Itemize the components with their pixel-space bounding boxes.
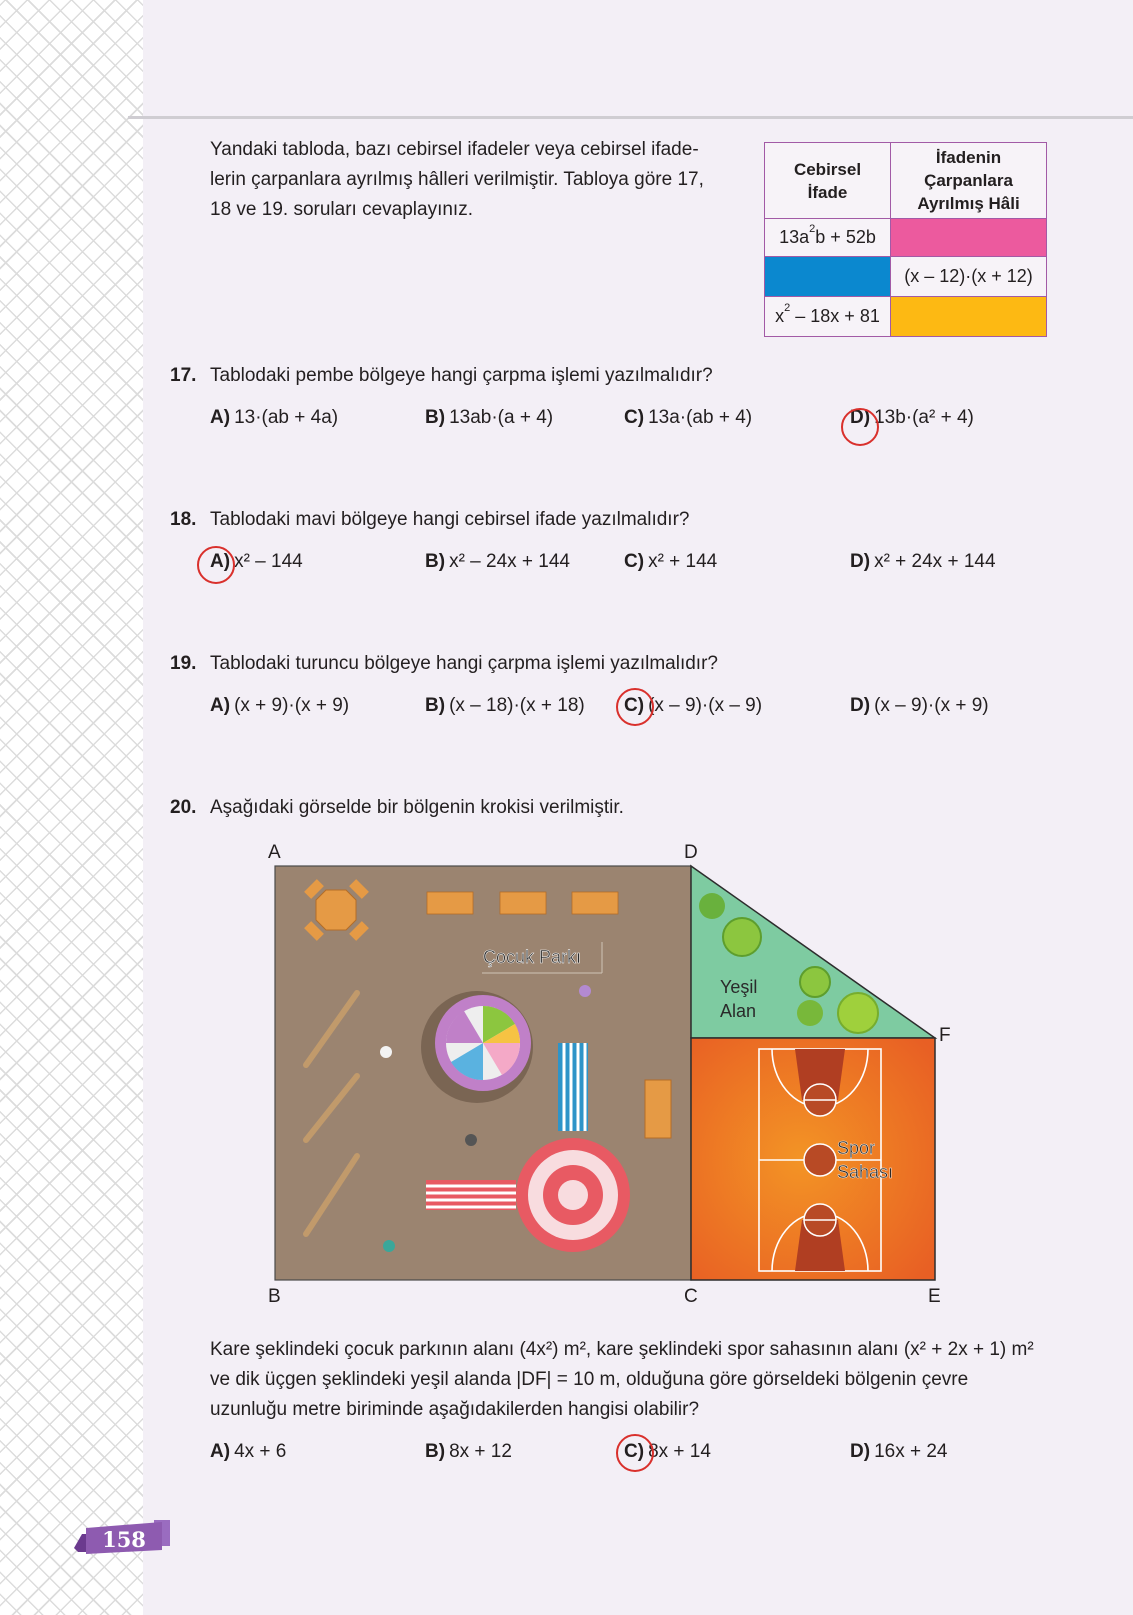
- option-text: 4x + 6: [234, 1441, 287, 1462]
- question-text: Tablodaki turuncu bölgeye hangi çarpma işlemi yazılmalıdır?: [210, 653, 718, 674]
- header-factored: [891, 143, 1047, 219]
- option-d[interactable]: [850, 1441, 947, 1463]
- paragraph-line: ve dik üçgen şeklindeki yeşil alanda |DF| = 10 m, olduğuna göre görseldeki bölgenin çevre: [210, 1369, 969, 1390]
- question-text: Tablodaki pembe bölgeye hangi çarpma işlemi yazılmalıdır?: [210, 365, 713, 386]
- question-number: 19.: [170, 653, 197, 674]
- option-b[interactable]: [425, 551, 570, 573]
- intro-line: Yandaki tabloda, bazı cebirsel ifadeler veya cebirsel ifade-: [210, 139, 699, 160]
- option-c[interactable]: [624, 551, 717, 573]
- option-text: (x – 9)·(x + 9): [874, 695, 989, 716]
- header-divider: [128, 116, 1133, 119]
- header-line: Ayrılmış Hâli: [917, 194, 1020, 213]
- header-line: İfade: [807, 182, 848, 202]
- orange-cell: [891, 297, 1047, 337]
- intro-line: 18 ve 19. soruları cevaplayınız.: [210, 199, 473, 220]
- option-b[interactable]: [425, 407, 553, 429]
- option-letter: A): [210, 551, 231, 572]
- option-text: x² – 144: [234, 551, 303, 572]
- option-letter: C): [624, 551, 645, 572]
- point-label-f: F: [939, 1025, 951, 1046]
- page-number: 158: [102, 1527, 146, 1552]
- option-text: x² + 144: [648, 551, 718, 572]
- option-b[interactable]: [425, 695, 585, 717]
- answer-circle-mark: [841, 408, 879, 446]
- person-icon: [579, 985, 591, 997]
- option-letter: A): [210, 407, 231, 428]
- carousel-icon: [421, 991, 533, 1103]
- question-20: [170, 797, 624, 819]
- option-text: x² + 24x + 144: [874, 551, 996, 572]
- point-label-c: C: [684, 1286, 698, 1307]
- paragraph-line: uzunluğu metre biriminde aşağıdakilerden hangisi olabilir?: [210, 1399, 700, 1420]
- park-label: Çocuk Parkı: [483, 947, 582, 967]
- option-letter: D): [850, 551, 871, 572]
- park-bench-icon: [645, 1080, 671, 1138]
- option-letter: B): [425, 551, 446, 572]
- option-text: 13b·(a² + 4): [874, 407, 974, 428]
- green-area-label: Alan: [720, 1001, 757, 1021]
- answer-circle-mark: [197, 546, 235, 584]
- option-text: x² – 24x + 144: [449, 551, 571, 572]
- answer-circle-mark: [616, 688, 654, 726]
- option-text: 13a·(ab + 4): [648, 407, 753, 428]
- option-letter: D): [850, 1441, 871, 1462]
- exponent: 2: [809, 223, 816, 235]
- expr-part: b + 52b: [815, 227, 876, 247]
- header-line: İfadenin: [935, 148, 1002, 167]
- intro-text: [210, 135, 730, 225]
- point-label-a: A: [268, 842, 281, 863]
- exponent: 2: [784, 302, 791, 314]
- question-17: [170, 365, 713, 387]
- intro-line: lerin çarpanlara ayrılmış hâlleri verilmiştir. Tabloya göre 17,: [210, 169, 704, 190]
- option-d[interactable]: [850, 695, 989, 717]
- option-letter: C): [624, 407, 645, 428]
- option-text: 16x + 24: [874, 1441, 948, 1462]
- sports-field-label: Spor: [837, 1138, 876, 1158]
- option-a[interactable]: [210, 407, 338, 429]
- option-c[interactable]: [624, 407, 752, 429]
- question-text: Tablodaki mavi bölgeye hangi cebirsel ifade yazılmalıdır?: [210, 509, 690, 530]
- option-text: 13·(ab + 4a): [234, 407, 339, 428]
- expr-part: x: [775, 306, 785, 326]
- option-text: 13ab·(a + 4): [449, 407, 554, 428]
- pink-cell: [891, 219, 1047, 257]
- question-number: 17.: [170, 365, 197, 386]
- option-text: 8x + 14: [648, 1441, 711, 1462]
- region-sketch-diagram: [270, 860, 950, 1285]
- question-20-paragraph: [210, 1335, 1060, 1425]
- option-a[interactable]: [210, 695, 349, 717]
- cell-expression: [765, 219, 891, 257]
- question-text: Aşağıdaki görselde bir bölgenin krokisi verilmiştir.: [210, 797, 624, 818]
- point-label-b: B: [268, 1286, 281, 1307]
- header-expression: [765, 143, 891, 219]
- decorative-margin-pattern: [0, 0, 143, 1615]
- algebra-table: [764, 142, 1047, 337]
- header-line: Cebirsel: [793, 159, 862, 179]
- person-icon: [383, 1240, 395, 1252]
- question-19: [170, 653, 718, 675]
- option-letter: B): [425, 1441, 446, 1462]
- option-letter: C): [624, 695, 645, 716]
- option-letter: A): [210, 695, 231, 716]
- option-text: (x + 9)·(x + 9): [234, 695, 350, 716]
- option-b[interactable]: [425, 1441, 512, 1463]
- option-letter: C): [624, 1441, 645, 1462]
- answer-circle-mark: [616, 1434, 654, 1472]
- expr-part: – 18x + 81: [790, 306, 880, 326]
- sports-field-label: Sahası: [837, 1162, 894, 1182]
- page-number-badge: [74, 1518, 170, 1554]
- option-letter: B): [425, 695, 446, 716]
- header-line: Çarpanlara: [924, 171, 1013, 190]
- option-letter: D): [850, 695, 871, 716]
- option-text: (x – 9)·(x – 9): [648, 695, 763, 716]
- question-18: [170, 509, 689, 531]
- option-text: (x – 18)·(x + 18): [449, 695, 585, 716]
- question-number: 18.: [170, 509, 197, 530]
- person-icon: [465, 1134, 477, 1146]
- option-letter: B): [425, 407, 446, 428]
- option-text: 8x + 12: [449, 1441, 512, 1462]
- point-label-e: E: [928, 1286, 941, 1307]
- option-letter: A): [210, 1441, 231, 1462]
- cell-factored: (x – 12)·(x + 12): [891, 257, 1047, 297]
- expr-part: 13a: [779, 227, 810, 247]
- question-number: 20.: [170, 797, 197, 818]
- point-label-d: D: [684, 842, 698, 863]
- option-d[interactable]: [850, 551, 996, 573]
- blue-cell: [765, 257, 891, 297]
- option-letter: D): [850, 407, 871, 428]
- option-a[interactable]: [210, 1441, 286, 1463]
- green-area-label: Yeşil: [720, 977, 758, 997]
- bench-icons: [427, 892, 618, 914]
- cell-expression: [765, 297, 891, 337]
- paragraph-line: Kare şeklindeki çocuk parkının alanı (4x²) m², kare şeklindeki spor sahasının alanı (x² + 2x + 1) m²: [210, 1339, 1034, 1360]
- person-icon: [380, 1046, 392, 1058]
